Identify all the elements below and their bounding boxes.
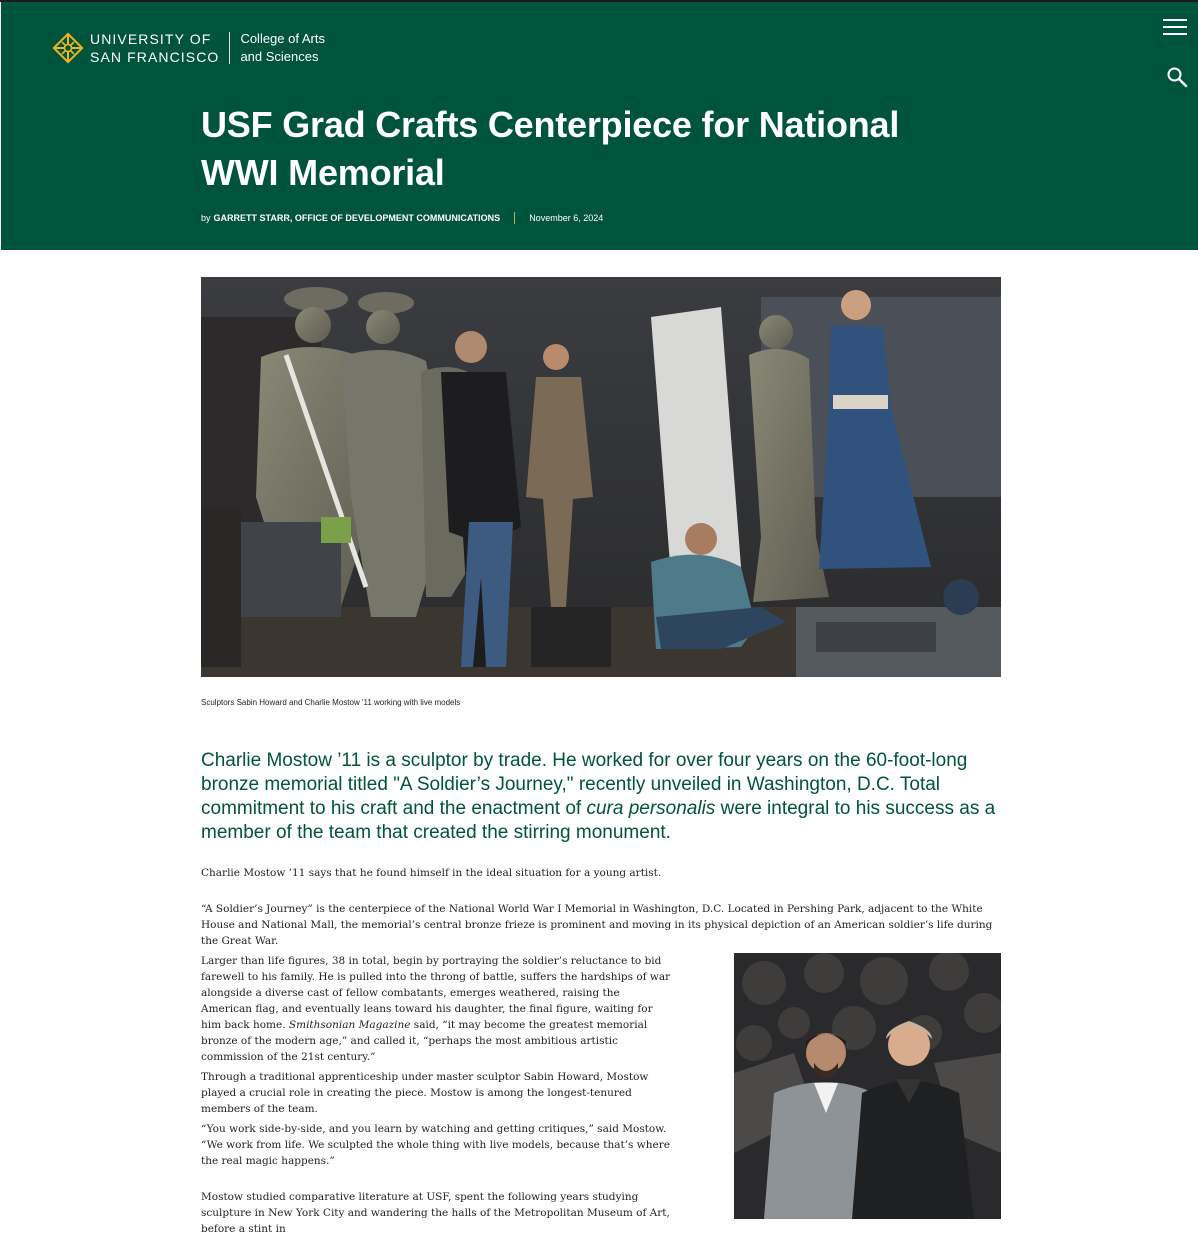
university-name-line2: SAN FRANCISCO: [90, 49, 220, 65]
usf-cross-logo-icon: [51, 31, 85, 65]
paragraph-2: “A Soldier’s Journey” is the centerpiece of the National World War I Memorial in Washington, D.C. Located in Pershing Park, adjacent to the White House and National Mall, the memorial’s central bronze frieze is prominent and moving in its physical depiction of an American soldier’s life during the Great War.: [201, 903, 993, 947]
lede-italic: cura personalis: [586, 798, 716, 819]
byline-author[interactable]: GARRETT STARR, OFFICE OF DEVELOPMENT COMMUNICATIONS: [213, 213, 501, 223]
article-lede: [201, 749, 1001, 845]
paragraph-5: “You work side-by-side, and you learn by watching and getting critiques,” said Mostow. “We work from life. We sculpted the whole thing with live models, because that’s where the real magic happens.”: [201, 1123, 670, 1167]
college-name-line1: College of Arts: [240, 31, 325, 46]
logo-divider: [229, 32, 230, 64]
article-header: [1, 2, 1198, 250]
paragraph-3-text-1: Larger than life figures, 38 in total, begin by portraying the soldier’s reluctance to bid farewell to his family. He is pulled into the throng of battle, suffers the hardships of war alongside a diverse cast of fellow combatants, emerges weathered, raising the American flag, and eventually leans toward his daughter, the final figure, waiting for him back home.: [201, 955, 671, 1031]
lede-text-2: were integral to his success as a member of the team that created the stirring monument.: [201, 798, 996, 843]
usf-logo[interactable]: [51, 30, 325, 66]
lede-text-1: Charlie Mostow ’11 is a sculptor by trade. He worked for over four years on the 60-foot-long bronze memorial titled "A Soldier’s Journey," recently unveiled in Washington, D.C. Total commitment to his craft and the enactment of: [201, 750, 968, 819]
college-name-line2: and Sciences: [240, 49, 319, 64]
search-icon[interactable]: [1166, 66, 1188, 88]
paragraph-1: Charlie Mostow ’11 says that he found himself in the ideal situation for a young artist.: [201, 867, 662, 879]
paragraph-3: [201, 953, 671, 1065]
publish-date: November 6, 2024: [529, 213, 604, 223]
paragraph-3-text-2: said, “it may become the greatest memorial bronze of the modern age,” and called it, “perhaps the most ambitious artistic commission of the 21st century.”: [201, 1019, 648, 1063]
smithsonian-magazine-italic: Smithsonian Magazine: [288, 1019, 411, 1031]
hero-caption: Sculptors Sabin Howard and Charlie Mostow '11 working with live models: [201, 698, 461, 707]
paragraph-6: Mostow studied comparative literature at USF, spent the following years studying sculpture in New York City and wandering the halls of the Metropolitan Museum of Art, before a stint in: [201, 1191, 670, 1235]
college-name: [240, 30, 325, 66]
paragraph-4: Through a traditional apprenticeship under master sculptor Sabin Howard, Mostow played a crucial role in creating the piece. Mostow is among the longest-tenured members of the team.: [201, 1071, 649, 1115]
university-name-line1: UNIVERSITY OF: [90, 31, 212, 47]
page-title: USF Grad Crafts Centerpiece for National WWI Memorial: [201, 104, 900, 193]
byline: [201, 212, 603, 224]
byline-separator: [514, 212, 515, 224]
hamburger-menu-icon[interactable]: [1163, 19, 1187, 37]
hero-photo: [201, 277, 1001, 677]
portrait-photo: [734, 953, 1001, 1219]
university-name: [90, 30, 219, 66]
byline-prefix: by: [201, 213, 211, 223]
